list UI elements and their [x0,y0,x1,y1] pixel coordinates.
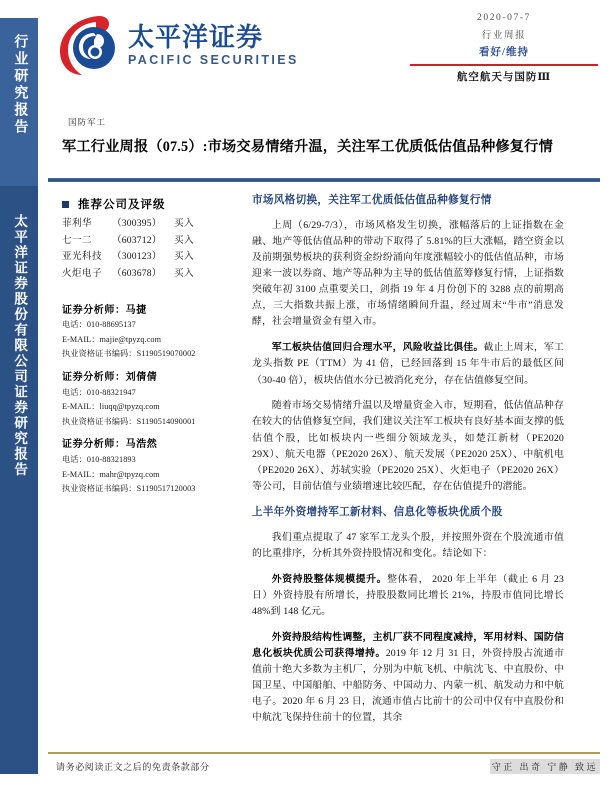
logo-wordmark [128,23,299,66]
title-divider [48,178,600,182]
left-info-column [62,196,238,503]
stock-rating: 买入 [174,218,195,229]
analyst-phone: 电话：010-88321893 [62,454,136,464]
logo-text-chinese: 太平洋证券 [128,22,264,53]
analyst-email[interactable]: E-MAIL：mahr@tpyzq.com [62,469,160,479]
recommendations-heading-label: 推荐公司及评级 [78,199,166,211]
paragraph-body: 2019 年 12 月 31 日，外资持股占流通市值前十绝大多数为主机厂，分别为中航飞机、中航沈飞、中直股份、中国卫星、中国船舶、中船防务、中国动力、内蒙一机、航发动力和中航电子。2020 年 6 月 23 日，流通市值占比前十的公司中仅有中直股份和中航沈飞保持住前十的位置，其余 [252,647,564,724]
paragraph-market-overview: 上周（6/29-7/3），市场风格发生切换，涨幅落后的上证指数在金融、地产等低估值品种的带动下取得了 5.81%的巨大涨幅，踏空资金以及前期强势板块的获利资金纷纷涌向年度涨幅较小的低估值品种，市场迎来一波以券商、地产等品种为主导的低估值蓝筹修复行情，上证指数突破年初 3100 点重要关口，剑指 19 年 4 月份创下的 3288 点的前期高点，三大指数共振上涨，市场情绪瞬间升温，经过周末“牛市”消息发酵，社会增量资金有望入市。 [252,220,564,328]
section-heading-foreign-holdings: 上半年外资增持军工新材料、信息化等板块优质个股 [252,506,503,518]
table-row [62,219,238,229]
sector-kicker: 国防军工 [68,117,107,127]
page-title: 军工行业周报（07.5）:市场交易情绪升温，关注军工优质低估值品种修复行情 [62,139,553,155]
table-row [62,269,238,279]
stock-code: （603712） [112,234,162,246]
analyst-phone: 电话：010-88321947 [62,387,136,397]
paragraph-structural-adjustment [252,630,564,726]
square-bullet-icon [62,201,69,208]
industry-classification: 航空航天与国防Ⅲ [456,72,552,84]
analyst-license: 执业资格证书编码：S1190517120003 [62,484,196,494]
stock-code: （300395） [112,218,162,229]
paragraph-lead: 外资持股结构性调整，主机厂获不同程度减持，军用材料、国防信息化板块优质公司获得增持。 [252,631,564,659]
section-heading-market-style: 市场风格切换，关注军工优质低估值品种修复行情 [252,195,492,206]
footer-divider [48,752,600,754]
paragraph-lead: 军工板块估值回归合理水平，风险收益比俱佳。 [271,342,484,354]
stock-name: 火炬电子 [62,267,102,279]
stock-rating: 买入 [174,234,195,246]
paragraph-body: 截止上周末，军工龙头指数 PE（TTM）为 41 倍，已经回落到 15 年牛市后的最低区间（30-40 倍），板块估值水分已被消化充分，存在估值修复空间。 [252,342,565,386]
stock-name: 亚光科技 [62,251,102,263]
report-header [38,0,612,100]
table-row [62,236,238,246]
report-type: 行业周报 [481,30,527,41]
analyst-name: 证券分析师：马浩然 [62,439,158,451]
rating-badge: 看好/维持 [479,47,529,59]
report-date: 2020-07-7 [477,13,531,23]
analyst-entry [62,435,238,493]
table-row [62,252,238,262]
pacific-securities-logo-icon [56,12,122,78]
footer-motto: 守正 出奇 宁静 致远 [490,759,600,774]
meta-divider [410,64,598,66]
stock-name: 菲利华 [62,218,92,229]
stock-rating: 买入 [174,267,195,279]
analyst-license: 执业资格证书编码：S1190519070002 [62,349,196,359]
analyst-contacts [62,301,238,494]
company-logo [56,12,299,78]
analyst-entry [62,368,238,426]
sidebar-label-industry-research-report: 行业研究报告 [12,34,28,136]
logo-text-english: PACIFIC SECURITIES [128,52,299,67]
stock-rating: 买入 [174,251,195,263]
recommendations-heading [62,196,238,212]
stock-name: 七一二 [62,234,92,246]
paragraph-lead: 外资持股整体规模提升。 [271,573,388,585]
recommendations-table [62,219,238,279]
stock-code: （603678） [112,267,162,279]
paragraph-holdings-scale [252,572,564,620]
main-content-column [252,194,564,733]
left-sidebar [0,0,38,792]
analyst-license: 执业资格证书编码：S1190514090001 [62,416,196,426]
analyst-email[interactable]: E-MAIL：liuqq@tpyzq.com [62,402,160,412]
analyst-name: 证券分析师：马捷 [62,304,147,316]
paragraph-methodology: 我们重点提取了 47 家军工龙头个股，并按照外资在个股流通市值的比重排序，分析其外资持股情况和变化。结论如下： [252,531,564,559]
stock-code: （300123） [112,251,162,263]
analyst-entry [62,301,238,359]
footer-disclaimer: 请务必阅读正文之后的免责条款部分 [56,762,210,772]
paragraph-valuation [252,340,564,388]
page-footer [56,759,600,774]
sidebar-band-research-report [0,18,38,186]
header-meta-block [410,10,598,84]
analyst-name: 证券分析师：刘倩倩 [62,372,158,384]
sidebar-label-company-research-report: 太平洋证券股份有限公司证券研究报告 [12,214,28,478]
sidebar-band-company-report [0,186,38,774]
analyst-phone: 电话：010-88695137 [62,320,136,330]
analyst-email[interactable]: E-MAIL：majie@tpyzq.com [62,334,162,344]
paragraph-stock-picks: 随着市场交易情绪升温以及增量资金入市，短期看，低估值品种存在较大的估值修复空间，我们建议关注军工板块有良好基本面支撑的低估值个股，比如板块内一些细分领域龙头，如楚江新材（PE2020 29X）、航天电器（PE2020 26X）、航天发展（PE2020 25X）、中航机电（PE2020 26X）、苏轼实验（PE2020 25X）、火炬电子（PE2020 26X）等公司，目前估值与业绩增速比较匹配，存在估值提升的潜能。 [252,400,564,492]
paragraph-body: 整体看， 2020 年上半年（截止 6 月 23 日）外资持股有所增长，持股股数同比增长 21%，持股市值同比增长 48%到 148 亿元。 [252,573,564,617]
